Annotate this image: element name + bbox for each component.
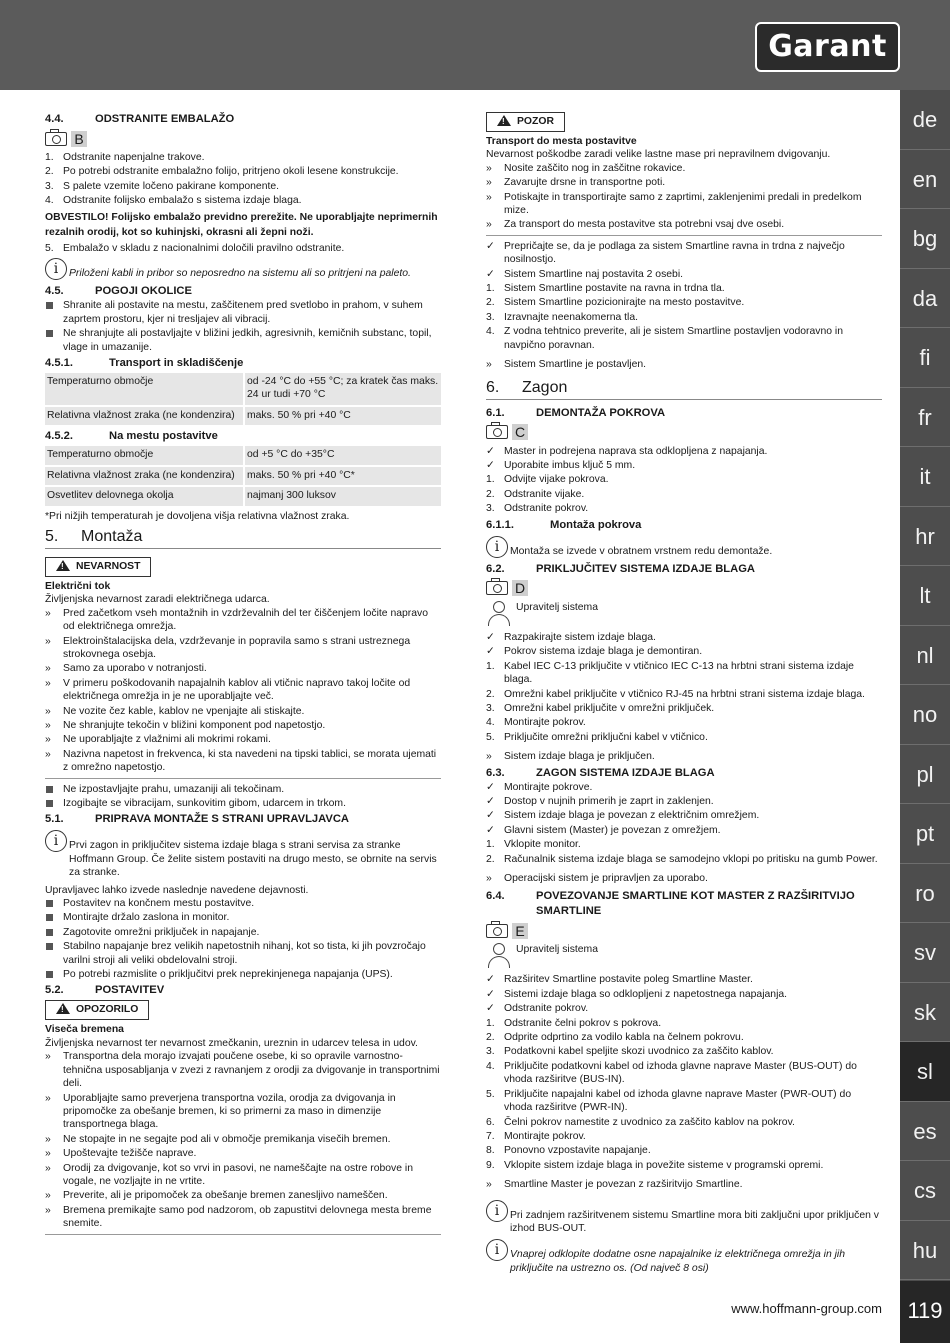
info-icon: i [45, 830, 67, 852]
list-item: » Orodij za dvigovanje, kot so vrvi in pasovi, ne nameščajte na ostre robove in vogale, ne vozljajte in ne vrtite. [45, 1162, 413, 1187]
language-tab-en[interactable]: en [900, 150, 950, 210]
language-tab-sk[interactable]: sk [900, 983, 950, 1043]
list-item: » Potiskajte in transportirajte samo z zaprtimi, zaklenjenimi predali in predelkom mize. [486, 191, 862, 217]
list-item: ✓ Sistemi izdaje blaga so odklopljeni z napetostnega napajanja. [486, 988, 788, 1000]
warning-triangle-icon [56, 560, 70, 571]
pozor-title: Transport do mesta postavitve [486, 136, 637, 147]
list-item: 2. Odstranite vijake. [486, 488, 585, 500]
result-item: » Sistem izdaje blaga je priključen. [486, 751, 655, 763]
list-item: Ne izpostavljajte prahu, umazaniji ali tekočinam. [45, 783, 441, 796]
list-item: ✓ Master in podrejena naprava sta odklopljena z napajanja. [486, 445, 768, 457]
figure-ref-d: D [486, 580, 882, 597]
divider [45, 1234, 441, 1235]
figure-ref-c: C [486, 424, 882, 441]
divider [486, 235, 882, 236]
system-manager-role: Upravitelj sistema [486, 943, 882, 969]
list-item: » Zavarujte drsne in transportne poti. [486, 177, 666, 189]
danger-title: Električni tok [45, 580, 111, 592]
pozor-label: ! POZOR [486, 112, 565, 132]
warning-triangle-icon [56, 1003, 70, 1014]
table-row: Relativna vlažnost zraka (ne kondenzira) maks. 50 % pri +40 °C [45, 406, 441, 426]
language-tab-pl[interactable]: pl [900, 745, 950, 805]
language-tab-fi[interactable]: fi [900, 328, 950, 388]
language-tab-de[interactable]: de [900, 90, 950, 150]
info-icon: i [45, 258, 67, 280]
list-item: Stabilno napajanje brez velikih napetostnih nihanj, kot so tista, ki jih povzročajo varilni stroji ali veliki obdelovalni stroji. [45, 940, 441, 967]
list-item: 1. Odvijte vijake pokrova. [486, 474, 609, 486]
list-item: 1. Odstranite čelni pokrov s pokrova. [486, 1017, 662, 1029]
table-row: Osvetlitev delovnega okolja najmanj 300 luksov [45, 486, 441, 506]
left-column [45, 110, 441, 1239]
list-item: 5. Priključite napajalni kabel od izhoda glavne naprave Master (PWR-OUT) do vhoda razširitve (PWR-IN). [486, 1088, 852, 1114]
list-item: 3. Omrežni kabel priključite v omrežni priključek. [486, 702, 715, 714]
danger-intro: Življenjska nevarnost zaradi električnega udarca. [45, 594, 270, 606]
list-item: » Ne uporabljajte z vlažnimi ali mokrimi rokami. [45, 734, 271, 746]
info-note: i Prvi zagon in priključitev sistema izdaje blaga s strani servisa za stranke Hoffmann Group. Če želite sistem postaviti na drugo mesto, se obrnite na servis za stranke. [45, 830, 441, 879]
list-item: 1. Odstranite napenjalne trakove. [45, 152, 205, 163]
chapter-heading-6: 6. Zagon [486, 378, 882, 400]
list-item: 2. Sistem Smartline pozicionirajte na mesto postavitve. [486, 297, 745, 309]
language-tab-hu[interactable]: hu [900, 1221, 950, 1281]
list-item: 3. S palete vzemite ločeno pakirane komponente. [45, 180, 280, 192]
camera-icon [486, 425, 508, 439]
body-text: Upravljavec lahko izvede naslednje navedene dejavnosti. [45, 884, 309, 896]
result-item: » Smartline Master je povezan z razširitvijo Smartline. [486, 1179, 743, 1191]
transport-storage-table [45, 373, 441, 427]
language-tab-nl[interactable]: nl [900, 626, 950, 686]
result-item: » Sistem Smartline je postavljen. [486, 359, 647, 371]
list-item: 8. Ponovno vzpostavite napajanje. [486, 1145, 651, 1157]
list-item: ✓ Dostop v nujnih primerih je zaprt in zaklenjen. [486, 796, 714, 807]
list-item: 4. Odstranite folijsko embalažo s sistema izdaje blaga. [45, 195, 302, 207]
info-icon: i [486, 536, 508, 558]
list-item: Postavitev na končnem mestu postavitve. [45, 897, 441, 910]
language-tab-pt[interactable]: pt [900, 804, 950, 864]
list-item: ✓ Uporabite imbus ključ 5 mm. [486, 459, 636, 471]
list-item: 1. Sistem Smartline postavite na ravna in trdna tla. [486, 283, 725, 295]
list-item: 1. Vklopite monitor. [486, 839, 581, 851]
footer-url[interactable]: www.hoffmann-group.com [731, 1301, 882, 1316]
list-item: » Uporabljajte samo preverjena transportna vozila, orodja za dvigovanja in pripomočke za obešanje bremen, ki so primerni za maso in dimenzije transportnega blaga. [45, 1092, 396, 1131]
language-tab-ro[interactable]: ro [900, 864, 950, 924]
list-item: Montirajte držalo zaslona in monitor. [45, 911, 441, 924]
section-heading-5-1: 5.1. PRIPRAVA MONTAŽE S STRANI UPRAVLJAVCA [45, 813, 350, 826]
table-row: Temperaturno območje od -24 °C do +55 °C; za kratek čas maks. 24 ur tudi +70 °C [45, 373, 441, 406]
table-row: Temperaturno območje od +5 °C do +35°C [45, 446, 441, 465]
language-tab-sl[interactable]: sl [900, 1042, 950, 1102]
list-item: ✓ Pokrov sistema izdaje blaga je demontiran. [486, 646, 703, 658]
language-tab-sv[interactable]: sv [900, 923, 950, 983]
person-icon [486, 601, 512, 627]
language-sidebar [900, 90, 950, 1343]
caution-title: Viseča bremena [45, 1024, 124, 1036]
list-item: Ne shranjujte ali postavljajte v bližini jedkih, agresivnih, kemičnih substanc, topil, vlage in umazanije. [45, 327, 441, 354]
list-item: » Ne vozite čez kable, kablov ne vpenjajte ali stiskajte. [45, 705, 305, 717]
list-item: Shranite ali postavite na mestu, zaščitenem pred svetlobo in prahom, v suhem zaprtem prostoru, kjer ni tresljajev ali vibracij. [45, 299, 441, 326]
section-heading-6-3: 6.3. ZAGON SISTEMA IZDAJE BLAGA [486, 766, 715, 779]
language-tab-hr[interactable]: hr [900, 507, 950, 567]
garant-logo: Garant [755, 22, 900, 72]
list-item: ✓ Razširitev Smartline postavite poleg Smartline Master. [486, 974, 753, 986]
list-item: 4. Z vodna tehtnico preverite, ali je sistem Smartline postavljen vodoravno in navpično poravnan. [486, 326, 844, 351]
list-item: » Nazivna napetost in frekvenca, ki sta navedeni na tipski tablici, se morata ujemati z omrežno napetostjo. [45, 748, 437, 774]
language-tab-cs[interactable]: cs [900, 1161, 950, 1221]
info-note: i Pri zadnjem razširitvenem sistemu Smartline mora biti zaključni upor priključen v izhod BUS-OUT. [486, 1200, 882, 1236]
list-item: 2. Odprite odprtino za vodilo kabla na čelnem pokrovu. [486, 1032, 744, 1044]
list-item: » Transportna dela morajo izvajati poučene osebe, ki so opravile varnostno-tehnična usposabljanja v zvezi z ravnanjem z orodji za dvigovanje in transportnimi deli. [45, 1051, 440, 1090]
language-tab-bg[interactable]: bg [900, 209, 950, 269]
list-item: Izogibajte se vibracijam, sunkovitim gibom, udarcem in trkom. [45, 797, 441, 810]
section-heading-6-1-1: 6.1.1. Montaža pokrova [486, 518, 642, 531]
info-note: i Montaža se izvede v obratnem vrstnem redu demontaže. [486, 536, 882, 558]
section-heading-5-2: 5.2. POSTAVITEV [45, 984, 165, 997]
section-heading-6-1: 6.1. DEMONTAŽA POKROVA [486, 406, 666, 419]
chapter-heading-5: 5. Montaža [45, 527, 441, 549]
caution-label: ! OPOZORILO [45, 1000, 149, 1020]
list-item: » Za transport do mesta postavitve sta potrebni vsaj dve osebi. [486, 219, 785, 231]
figure-ref-e: E [486, 922, 882, 939]
camera-icon [486, 924, 508, 938]
info-note: i Vnaprej odklopite dodatne osne napajalnike iz električnega omrežja in jih priključite na ustrezno os. (Od največ 8 osi) [486, 1239, 882, 1275]
list-item: ✓ Prepričajte se, da je podlaga za sistem Smartline ravna in trdna z največjo nosilnostjo. [486, 240, 845, 266]
list-item: » Bremena premikajte samo pod nadzorom, ob zapustitvi delovnega mesta breme snemite. [45, 1204, 432, 1230]
camera-icon [486, 581, 508, 595]
list-item: 2. Računalnik sistema izdaje blaga se samodejno vklopi po pritisku na gumb Power. [486, 853, 878, 865]
language-tab-fr[interactable]: fr [900, 388, 950, 448]
list-item: 2. Omrežni kabel priključite v vtičnico RJ-45 na hrbtni strani sistema izdaje blaga. [486, 688, 865, 700]
list-item: » Pred začetkom vseh montažnih in vzdrževalnih del ter čiščenjem ločite napravo od električnega omrežja. [45, 607, 429, 633]
info-icon: i [486, 1200, 508, 1222]
language-tab-no[interactable]: no [900, 685, 950, 745]
list-item: 7. Montirajte pokrov. [486, 1130, 586, 1142]
list-item: 5. Embalažo v skladu z nacionalnimi določili pravilno odstranite. [45, 242, 345, 254]
result-item: » Operacijski sistem je pripravljen za uporabo. [486, 873, 708, 885]
installation-site-table [45, 446, 441, 507]
list-item: » Ne stopajte in ne segajte pod ali v območje premikanja visečih bremen. [45, 1133, 391, 1145]
list-item: ✓ Razpakirajte sistem izdaje blaga. [486, 631, 656, 643]
list-item: Po potrebi razmislite o priključitvi prek neprekinjenega napajanja (UPS). [45, 968, 441, 981]
list-item: » Nosite zaščito nog in zaščitne rokavice. [486, 162, 686, 174]
table-footnote: *Pri nižjih temperaturah je dovoljena višja relativna vlažnost zraka. [45, 510, 350, 522]
info-note: i Priloženi kabli in pribor so neposredno na sistemu ali so pritrjeni na paleto. [45, 258, 441, 280]
language-tab-lt[interactable]: lt [900, 566, 950, 626]
right-column [486, 110, 882, 1279]
language-tab-it[interactable]: it [900, 447, 950, 507]
list-item: » Samo za uporabo v notranjosti. [45, 663, 207, 675]
warning-triangle-icon [497, 115, 511, 126]
page-number: 119 [900, 1281, 950, 1343]
list-item: 1. Kabel IEC C-13 priključite v vtičnico IEC C-13 na hrbtni strani sistema izdaje blaga. [486, 660, 854, 686]
figure-ref-b: B [45, 130, 441, 147]
list-item: 4. Priključite podatkovni kabel od izhoda glavne naprave Master (BUS-OUT) do vhoda razširitve (BUS-IN). [486, 1060, 857, 1086]
page-header [0, 0, 950, 90]
list-item: » Elektroinštalacijska dela, vzdrževanje in popravila samo s strani ustreznega strokovnega osebja. [45, 635, 411, 660]
info-icon: i [486, 1239, 508, 1261]
system-manager-role: Upravitelj sistema [486, 601, 882, 627]
list-item: 3. Podatkovni kabel speljite skozi uvodnico za zaščito kablov. [486, 1046, 774, 1058]
list-item: » Preverite, ali je pripomoček za obešanje bremen zanesljivo nameščen. [45, 1190, 388, 1202]
pozor-intro: Nevarnost poškodbe zaradi velike lastne mase pri nepravilnem dvigovanju. [486, 149, 831, 161]
table-row: Relativna vlažnost zraka (ne kondenzira) maks. 50 % pri +40 °C* [45, 466, 441, 486]
language-tab-da[interactable]: da [900, 269, 950, 329]
list-item: Zagotovite omrežni priključek in napajanje. [45, 926, 441, 939]
section-heading-4-5: 4.5. POGOJI OKOLICE [45, 285, 192, 298]
section-heading-4-5-2: 4.5.2. Na mestu postavitve [45, 430, 218, 443]
list-item: 2. Po potrebi odstranite embalažno folijo, pritrjeno okoli lesene konstrukcije. [45, 166, 399, 178]
list-item: ✓ Sistem Smartline naj postavita 2 osebi. [486, 268, 684, 280]
section-heading-4-4: 4.4. ODSTRANITE EMBALAŽO [45, 113, 235, 125]
list-item: ✓ Glavni sistem (Master) je povezan z omrežjem. [486, 824, 721, 836]
list-item: 5. Priključite omrežni priključni kabel v vtičnico. [486, 731, 708, 743]
section-heading-6-2: 6.2. PRIKLJUČITEV SISTEMA IZDAJE BLAGA [486, 562, 756, 575]
list-item: 3. Izravnajte neenakomerna tla. [486, 311, 639, 323]
danger-label: ! NEVARNOST [45, 557, 151, 577]
list-item: 9. Vklopite sistem izdaje blaga in povežite sisteme v programski opremi. [486, 1159, 824, 1171]
list-item: 6. Čelni pokrov namestite z uvodnico za zaščito kablov na pokrov. [486, 1116, 795, 1128]
list-item: ✓ Montirajte pokrove. [486, 781, 593, 793]
section-heading-6-4: 6.4. POVEZOVANJE SMARTLINE KOT MASTER Z RAZŠIRITVIJO SMARTLINE [486, 890, 855, 918]
list-item: » Upoštevajte težišče naprave. [45, 1148, 197, 1160]
list-item: 4. Montirajte pokrov. [486, 717, 586, 729]
list-item: » Ne shranjujte tekočin v bližini komponent pod napetostjo. [45, 719, 326, 731]
section-heading-4-5-1: 4.5.1. Transport in skladiščenje [45, 357, 244, 370]
notice-text: OBVESTILO! Folijsko embalažo previdno prerežite. Ne uporabljajte neprimernih rezalnih orodij, kot so kuhinjski, okrasni ali žepni noži. [45, 211, 438, 238]
list-item: ✓ Sistem izdaje blaga je povezan z električnim omrežjem. [486, 810, 760, 822]
list-item: ✓ Odstranite pokrov. [486, 1003, 589, 1015]
divider [45, 778, 441, 779]
list-item: » V primeru poškodovanih napajalnih kablov ali vtičnic napravo takoj ločite od električnega omrežja in je ne uporabljajte več. [45, 677, 411, 703]
language-tab-es[interactable]: es [900, 1102, 950, 1162]
camera-icon [45, 132, 67, 146]
person-icon [486, 943, 512, 969]
caution-intro: Življenjska nevarnost ter nevarnost zmečkanin, ureznin in udarcev telesa in udov. [45, 1037, 418, 1049]
list-item: 3. Odstranite pokrov. [486, 503, 589, 515]
